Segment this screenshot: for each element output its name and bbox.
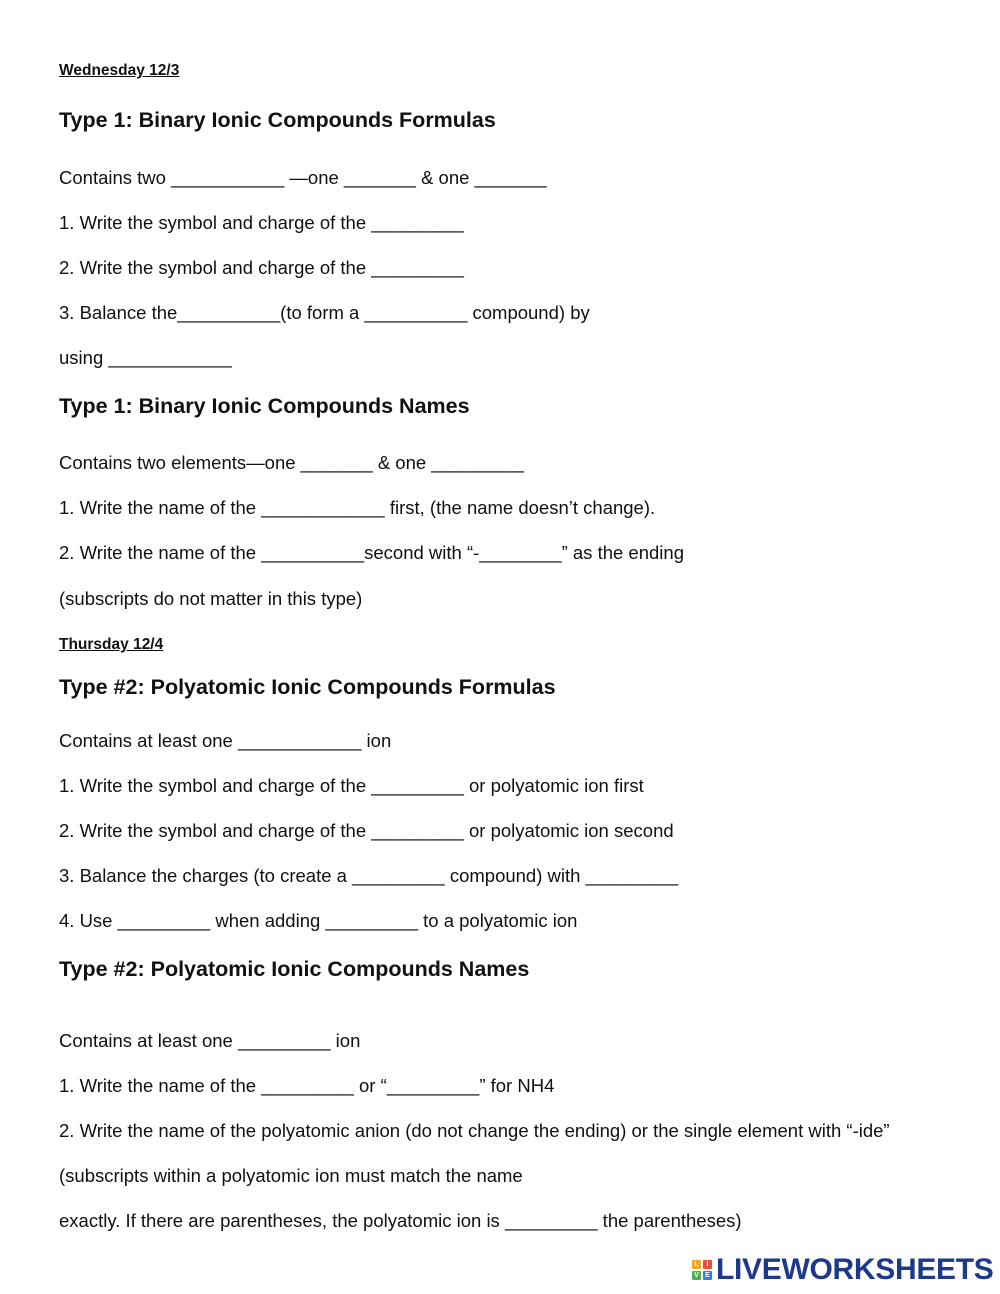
text-line: Contains two elements—one _______ & one _________	[59, 452, 524, 473]
text-line: Contains two ___________ —one _______ & one _______	[59, 167, 547, 188]
text-line: (subscripts within a polyatomic ion must match the name	[59, 1165, 523, 1186]
heading-type1-names: Type 1: Binary Ionic Compounds Names	[59, 394, 470, 418]
date-thursday: Thursday 12/4	[59, 636, 164, 653]
text-line: 1. Write the symbol and charge of the _________ or polyatomic ion first	[59, 775, 644, 796]
heading-type2-names: Type #2: Polyatomic Ionic Compounds Names	[59, 957, 530, 981]
text-line: Contains at least one _________ ion	[59, 1030, 361, 1051]
text-line: using ____________	[59, 347, 232, 368]
text-line: 1. Write the name of the ____________ first, (the name doesn’t change).	[59, 497, 656, 518]
text-line: 2. Write the symbol and charge of the _________ or polyatomic ion second	[59, 820, 674, 841]
text-line: 2. Write the symbol and charge of the _________	[59, 257, 464, 278]
liveworksheets-logo	[692, 1252, 992, 1288]
text-line: 3. Balance the charges (to create a _________ compound) with _________	[59, 865, 679, 886]
text-line: 1. Write the symbol and charge of the _________	[59, 212, 464, 233]
text-line: 4. Use _________ when adding _________ to a polyatomic ion	[59, 910, 578, 931]
logo-icon	[692, 1260, 712, 1280]
text-line: Contains at least one ____________ ion	[59, 730, 392, 751]
text-line: exactly. If there are parentheses, the polyatomic ion is _________ the parentheses)	[59, 1210, 742, 1231]
text-line: 3. Balance the__________(to form a __________ compound) by	[59, 302, 590, 323]
logo-text: LIVEWORKSHEETS	[716, 1253, 994, 1286]
text-line: 2. Write the name of the __________second with “-________” as the ending	[59, 542, 684, 563]
date-wednesday: Wednesday 12/3	[59, 62, 180, 79]
text-line: 1. Write the name of the _________ or “_________” for NH4	[59, 1075, 555, 1096]
logo-cell: E	[703, 1271, 712, 1280]
heading-type2-formulas: Type #2: Polyatomic Ionic Compounds Formulas	[59, 675, 556, 699]
heading-type1-formulas: Type 1: Binary Ionic Compounds Formulas	[59, 108, 496, 132]
text-line: 2. Write the name of the polyatomic anion (do not change the ending) or the single element with “-ide”	[59, 1120, 890, 1141]
logo-cell: L	[692, 1260, 701, 1269]
text-line: (subscripts do not matter in this type)	[59, 588, 363, 609]
logo-cell: V	[692, 1271, 701, 1280]
logo-cell: I	[703, 1260, 712, 1269]
